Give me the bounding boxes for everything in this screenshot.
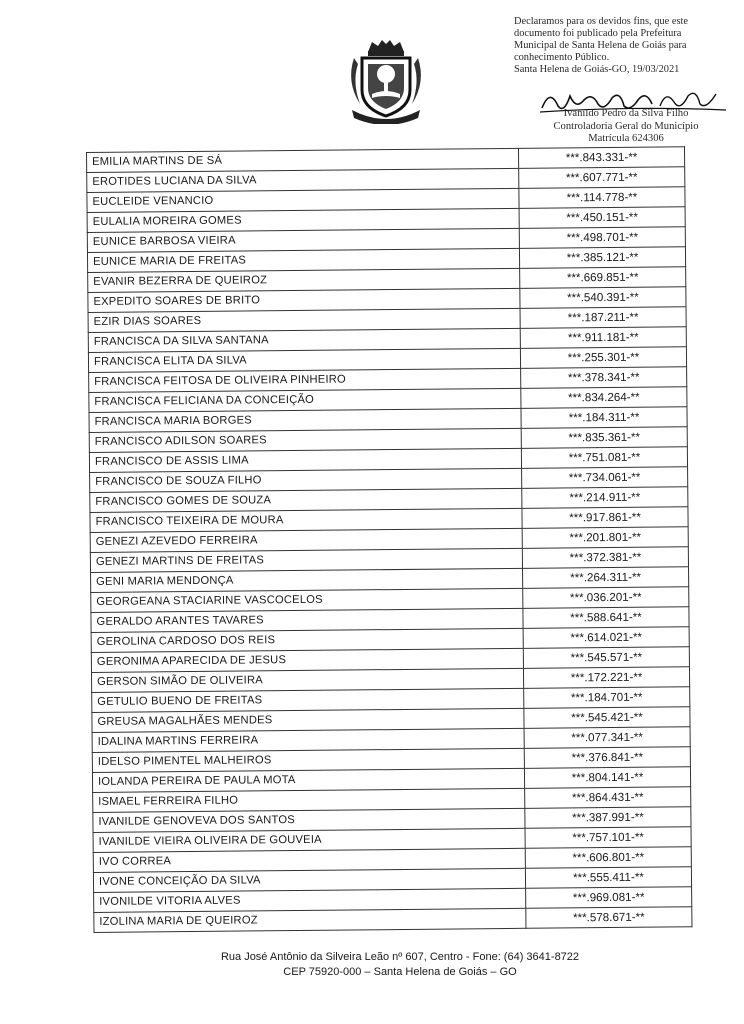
beneficiary-cpf: ***.969.081-** xyxy=(526,887,692,909)
beneficiary-cpf: ***.172.221-** xyxy=(523,667,689,689)
beneficiary-name: EUNICE MARIA DE FREITAS xyxy=(87,248,519,272)
beneficiary-name: GERONIMA APARECIDA DE JESUS xyxy=(91,648,523,672)
beneficiary-name: GENEZI AZEVEDO FERREIRA xyxy=(90,528,522,552)
beneficiary-cpf: ***.378.341-** xyxy=(521,367,687,389)
beneficiary-table xyxy=(86,146,691,933)
beneficiary-name: IDALINA MARTINS FERREIRA xyxy=(92,728,524,752)
beneficiary-name: ISMAEL FERREIRA FILHO xyxy=(93,788,525,812)
signer-role: Controladoria Geral do Município xyxy=(553,120,699,132)
declaration-line: conhecimento Público. xyxy=(514,52,610,63)
beneficiary-cpf: ***.843.331-** xyxy=(518,147,684,169)
beneficiary-name: GENEZI MARTINS DE FREITAS xyxy=(90,548,522,572)
beneficiary-cpf: ***.184.701-** xyxy=(524,687,690,709)
beneficiary-name: IVO CORREA xyxy=(93,848,525,872)
signer-block xyxy=(512,108,740,146)
beneficiary-cpf: ***.614.021-** xyxy=(523,627,689,649)
beneficiary-cpf: ***.669.851-** xyxy=(520,267,686,289)
beneficiary-cpf: ***.372.381-** xyxy=(522,547,688,569)
signer-name: Ivanildo Pedro da Silva Filho xyxy=(563,108,689,119)
beneficiary-name: FRANCISCO DE SOUZA FILHO xyxy=(90,468,522,492)
beneficiary-name: GREUSA MAGALHÃES MENDES xyxy=(92,708,524,732)
beneficiary-name: EMILIA MARTINS DE SÁ xyxy=(87,148,519,172)
signer-id: Matrícula 624306 xyxy=(588,133,664,145)
declaration-line: Municipal de Santa Helena de Goiás para xyxy=(514,40,687,51)
declaration-line: documento foi publicado pela Prefeitura xyxy=(514,28,682,39)
beneficiary-cpf: ***.387.991-** xyxy=(525,807,691,829)
beneficiary-name: EUCLEIDE VENANCIO xyxy=(87,188,519,212)
footer-city: CEP 75920-000 – Santa Helena de Goiás – GO xyxy=(283,966,517,978)
beneficiary-name: EROTIDES LUCIANA DA SILVA xyxy=(87,168,519,192)
beneficiary-name: GERALDO ARANTES TAVARES xyxy=(91,608,523,632)
beneficiary-cpf: ***.450.151-** xyxy=(519,207,685,229)
beneficiary-name: IVONE CONCEIÇÃO DA SILVA xyxy=(93,868,525,892)
beneficiary-cpf: ***.214.911-** xyxy=(522,487,688,509)
beneficiary-cpf: ***.911.181-** xyxy=(520,327,686,349)
beneficiary-cpf: ***.498.701-** xyxy=(519,227,685,249)
beneficiary-name: EULALIA MOREIRA GOMES xyxy=(87,208,519,232)
beneficiary-cpf: ***.264.311-** xyxy=(523,567,689,589)
beneficiary-name: FRANCISCA DA SILVA SANTANA xyxy=(88,328,520,352)
beneficiary-name: IVONILDE VITORIA ALVES xyxy=(94,888,526,912)
beneficiary-cpf: ***.734.061-** xyxy=(522,467,688,489)
beneficiary-name: EVANIR BEZERRA DE QUEIROZ xyxy=(88,268,520,292)
beneficiary-cpf: ***.545.421-** xyxy=(524,707,690,729)
beneficiary-name: FRANCISCO ADILSON SOARES xyxy=(89,428,521,452)
beneficiary-cpf: ***.385.121-** xyxy=(519,247,685,269)
beneficiary-name: GEORGEANA STACIARINE VASCOCELOS xyxy=(91,588,523,612)
beneficiary-name: FRANCISCA FELICIANA DA CONCEIÇÃO xyxy=(89,388,521,412)
footer-address: Rua José Antônio da Silveira Leão nº 607, Centro - Fone: (64) 3641-8722 xyxy=(220,951,580,963)
beneficiary-name: IVANILDE VIEIRA OLIVEIRA DE GOUVEIA xyxy=(93,828,525,852)
beneficiary-cpf: ***.555.411-** xyxy=(525,867,691,889)
declaration-line: Santa Helena de Goiás-GO, 19/03/2021 xyxy=(514,64,680,75)
beneficiary-cpf: ***.540.391-** xyxy=(520,287,686,309)
beneficiary-name: IZOLINA MARIA DE QUEIROZ xyxy=(94,908,526,932)
beneficiary-name: FRANCISCO GOMES DE SOUZA xyxy=(90,488,522,512)
beneficiary-name: IVANILDE GENOVEVA DOS SANTOS xyxy=(93,808,525,832)
beneficiary-name: EUNICE BARBOSA VIEIRA xyxy=(87,228,519,252)
beneficiary-name: FRANCISCA ELITA DA SILVA xyxy=(88,348,520,372)
beneficiary-name: FRANCISCA FEITOSA DE OLIVEIRA PINHEIRO xyxy=(89,368,521,392)
beneficiary-name: GETULIO BUENO DE FREITAS xyxy=(92,688,524,712)
beneficiary-cpf: ***.201.801-** xyxy=(522,527,688,549)
coat-of-arms-icon xyxy=(344,38,428,124)
beneficiary-cpf: ***.077.341-** xyxy=(524,727,690,749)
beneficiary-cpf: ***.751.081-** xyxy=(521,447,687,469)
beneficiary-cpf: ***.607.771-** xyxy=(519,167,685,189)
beneficiary-cpf: ***.757.101-** xyxy=(525,827,691,849)
beneficiary-cpf: ***.376.841-** xyxy=(524,747,690,769)
beneficiary-cpf: ***.187.211-** xyxy=(520,307,686,329)
beneficiary-cpf: ***.578.671-** xyxy=(526,907,692,929)
beneficiary-cpf: ***.804.141-** xyxy=(524,767,690,789)
table-body xyxy=(87,147,692,933)
beneficiary-cpf: ***.545.571-** xyxy=(523,647,689,669)
beneficiary-cpf: ***.114.778-** xyxy=(519,187,685,209)
beneficiary-name: GEROLINA CARDOSO DOS REIS xyxy=(91,628,523,652)
beneficiary-name: GERSON SIMÃO DE OLIVEIRA xyxy=(91,668,523,692)
beneficiary-cpf: ***.864.431-** xyxy=(525,787,691,809)
beneficiary-name: EZIR DIAS SOARES xyxy=(88,308,520,332)
beneficiary-cpf: ***.184.311-** xyxy=(521,407,687,429)
beneficiary-cpf: ***.917.861-** xyxy=(522,507,688,529)
beneficiary-name: IDELSO PIMENTEL MALHEIROS xyxy=(92,748,524,772)
page-footer xyxy=(180,950,620,980)
beneficiary-name: GENI MARIA MENDONÇA xyxy=(91,568,523,592)
beneficiary-cpf: ***.588.641-** xyxy=(523,607,689,629)
beneficiary-cpf: ***.834.264-** xyxy=(521,387,687,409)
beneficiary-cpf: ***.255.301-** xyxy=(520,347,686,369)
beneficiary-cpf: ***.835.361-** xyxy=(521,427,687,449)
beneficiary-cpf: ***.036.201-** xyxy=(523,587,689,609)
beneficiary-name: IOLANDA PEREIRA DE PAULA MOTA xyxy=(92,768,524,792)
declaration-line: Declaramos para os devidos fins, que este xyxy=(514,16,688,27)
beneficiary-name: FRANCISCO TEIXEIRA DE MOURA xyxy=(90,508,522,532)
beneficiary-name: FRANCISCO DE ASSIS LIMA xyxy=(89,448,521,472)
publication-declaration xyxy=(514,16,738,76)
beneficiary-name: EXPEDITO SOARES DE BRITO xyxy=(88,288,520,312)
beneficiary-cpf: ***.606.801-** xyxy=(525,847,691,869)
beneficiary-name: FRANCISCA MARIA BORGES xyxy=(89,408,521,432)
